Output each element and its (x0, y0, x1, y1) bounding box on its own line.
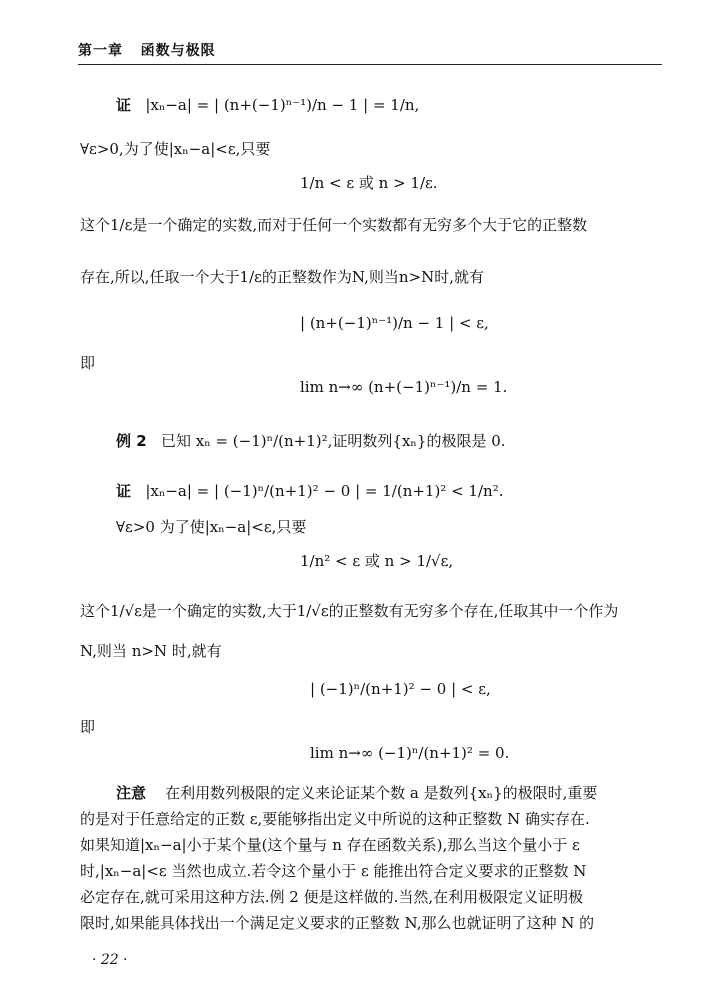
equation: |xₙ−a| = | (−1)ⁿ/(n+1)² − 0 | = 1/(n+1)² < 1/n². (145, 482, 504, 500)
text-line: 存在,所以,任取一个大于1/ε的正整数作为N,则当n>N时,就有 (80, 268, 484, 286)
display-equation: | (n+(−1)ⁿ⁻¹)/n − 1 | < ε, (300, 314, 489, 332)
display-equation: | (−1)ⁿ/(n+1)² − 0 | < ε, (310, 680, 491, 698)
example-statement: 已知 xₙ = (−1)ⁿ/(n+1)²,证明数列{xₙ}的极限是 0. (160, 432, 506, 450)
display-equation: lim n→∞ (−1)ⁿ/(n+1)² = 0. (310, 744, 510, 762)
equation: |xₙ−a| = | (n+(−1)ⁿ⁻¹)/n − 1 | = 1/n, (145, 96, 420, 114)
example-label: 例 2 (116, 432, 147, 450)
text-line: 如果知道|xₙ−a|小于某个量(这个量与 n 存在函数关系),那么当这个量小于 ε (80, 836, 580, 854)
text-line: 限时,如果能具体找出一个满足定义要求的正整数 N,那么也就证明了这种 N 的 (80, 914, 595, 932)
header-rule (78, 64, 662, 65)
proof-1-line (116, 94, 419, 115)
display-equation: lim n→∞ (n+(−1)ⁿ⁻¹)/n = 1. (300, 378, 508, 396)
example-2-line (116, 430, 506, 451)
text-line: 即 (80, 718, 96, 736)
note-line (116, 782, 597, 803)
text-line: 这个1/ε是一个确定的实数,而对于任何一个实数都有无穷多个大于它的正整数 (80, 216, 588, 234)
note-text: 在利用数列极限的定义来论证某个数 a 是数列{xₙ}的极限时,重要 (165, 784, 598, 802)
text-line: N,则当 n>N 时,就有 (80, 642, 222, 660)
note-label: 注意 (116, 784, 147, 802)
text-line: 必定存在,就可采用这种方法.例 2 便是这样做的.当然,在利用极限定义证明极 (80, 888, 584, 906)
page-number: · 22 · (92, 952, 128, 968)
text-line: ∀ε>0,为了使|xₙ−a|<ε,只要 (80, 140, 271, 158)
proof-2-line (116, 480, 503, 501)
text-line: 这个1/√ε是一个确定的实数,大于1/√ε的正整数有无穷多个存在,任取其中一个作为 (80, 602, 619, 620)
text-line: 的是对于任意给定的正数 ε,要能够指出定义中所说的这种正整数 N 确实存在. (80, 810, 590, 828)
proof-label: 证 (116, 96, 132, 114)
chapter-title: 函数与极限 (140, 43, 216, 59)
chapter-label: 第一章 (78, 43, 123, 59)
text-line: ∀ε>0 为了使|xₙ−a|<ε,只要 (116, 518, 307, 536)
display-equation: 1/n < ε 或 n > 1/ε. (300, 174, 438, 192)
proof-label: 证 (116, 482, 132, 500)
text-line: 时,|xₙ−a|<ε 当然也成立.若令这个量小于 ε 能推出符合定义要求的正整数 N (80, 862, 587, 880)
text-line: 即 (80, 354, 96, 372)
running-header (78, 40, 216, 60)
display-equation: 1/n² < ε 或 n > 1/√ε, (300, 552, 454, 570)
